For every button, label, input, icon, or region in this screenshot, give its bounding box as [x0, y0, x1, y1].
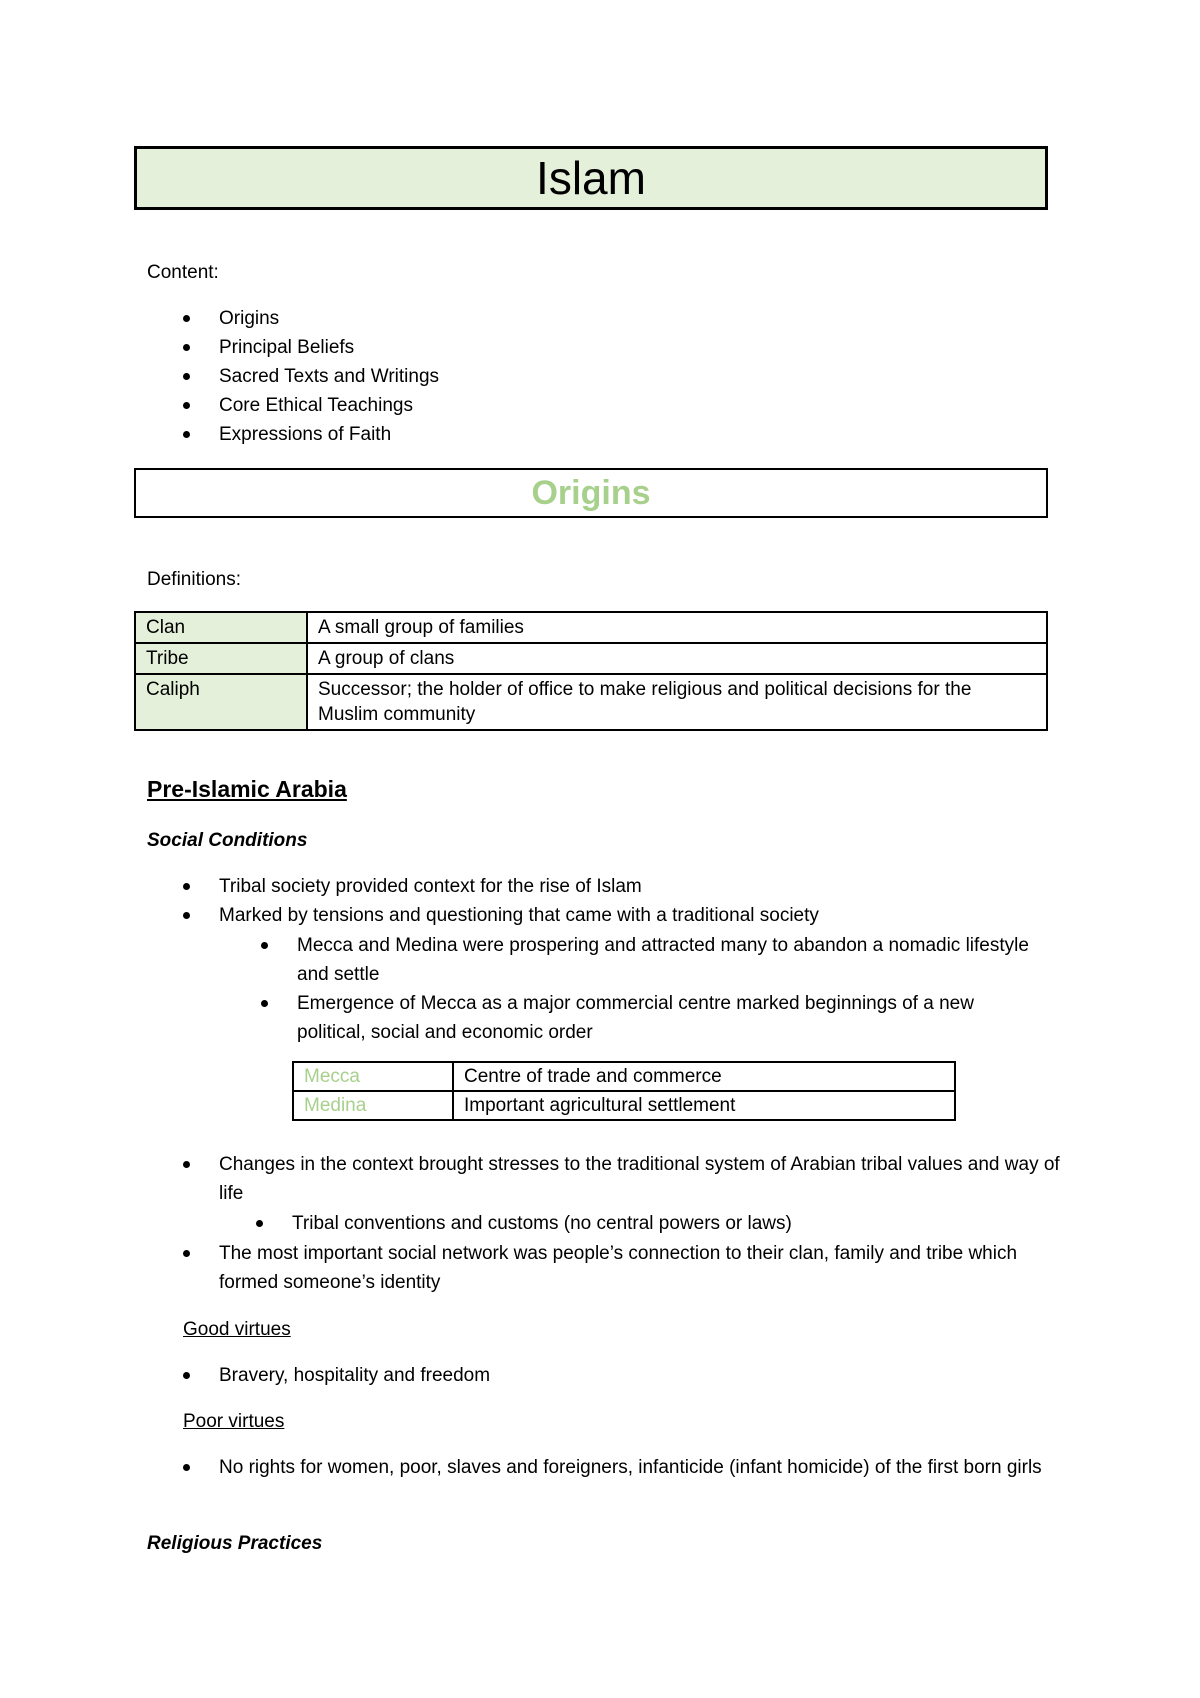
city-desc-cell: Important agricultural settlement: [453, 1091, 955, 1120]
list-item: Tribal society provided context for the rise of Islam: [219, 872, 1059, 901]
list-item: Expressions of Faith: [219, 420, 439, 449]
context-change-list: [219, 1150, 1064, 1208]
table-row: [135, 643, 1047, 674]
definition-cell: A small group of families: [307, 612, 1047, 643]
definitions-label: Definitions:: [147, 569, 241, 590]
list-item: Bravery, hospitality and freedom: [219, 1361, 1064, 1390]
content-list: [219, 304, 439, 449]
good-virtues-list: [219, 1361, 1064, 1390]
list-item: Core Ethical Teachings: [219, 391, 439, 420]
definition-cell: Successor; the holder of office to make religious and political decisions for the Muslim community: [307, 674, 1047, 730]
table-row: [135, 674, 1047, 730]
bullet-icon: [183, 431, 190, 438]
bullet-icon: [183, 1372, 190, 1379]
content-label: Content:: [147, 262, 219, 283]
list-item: Principal Beliefs: [219, 333, 439, 362]
social-conditions-list: [219, 872, 1059, 930]
city-cell: Medina: [293, 1091, 453, 1120]
cities-table: [292, 1061, 956, 1121]
bullet-icon: [183, 1464, 190, 1471]
good-virtues-label: Good virtues: [183, 1319, 291, 1340]
religious-practices-heading: Religious Practices: [147, 1533, 323, 1554]
document-title: Islam: [134, 146, 1048, 210]
poor-virtues-list: [219, 1453, 1064, 1482]
social-conditions-heading: Social Conditions: [147, 830, 308, 851]
bullet-icon: [183, 1161, 190, 1168]
bullet-icon: [261, 942, 268, 949]
social-network-list: [219, 1239, 1064, 1297]
list-item: Tribal conventions and customs (no central powers or laws): [292, 1209, 1052, 1238]
bullet-icon: [256, 1220, 263, 1227]
city-cell: Mecca: [293, 1062, 453, 1091]
bullet-icon: [261, 1000, 268, 1007]
bullet-icon: [183, 373, 190, 380]
list-item: Changes in the context brought stresses to the traditional system of Arabian tribal values and way of life: [219, 1150, 1064, 1208]
context-change-sublist: [292, 1209, 1052, 1238]
table-row: [293, 1091, 955, 1120]
table-row: [293, 1062, 955, 1091]
section-title-origins: Origins: [134, 468, 1048, 518]
definition-cell: A group of clans: [307, 643, 1047, 674]
list-item: Marked by tensions and questioning that came with a traditional society: [219, 901, 1059, 930]
bullet-icon: [183, 883, 190, 890]
term-cell: Clan: [135, 612, 307, 643]
definitions-table: [134, 611, 1048, 731]
bullet-icon: [183, 402, 190, 409]
term-cell: Caliph: [135, 674, 307, 730]
list-item: Mecca and Medina were prospering and attracted many to abandon a nomadic lifestyle and settle: [297, 931, 1042, 989]
table-row: [135, 612, 1047, 643]
bullet-icon: [183, 1250, 190, 1257]
bullet-icon: [183, 344, 190, 351]
poor-virtues-label: Poor virtues: [183, 1411, 285, 1432]
term-cell: Tribe: [135, 643, 307, 674]
bullet-icon: [183, 912, 190, 919]
list-item: Origins: [219, 304, 439, 333]
bullet-icon: [183, 315, 190, 322]
pre-islamic-heading: Pre-Islamic Arabia: [147, 776, 347, 802]
list-item: The most important social network was people’s connection to their clan, family and tribe which formed someone’s identity: [219, 1239, 1064, 1297]
list-item: Emergence of Mecca as a major commercial centre marked beginnings of a new political, social and economic order: [297, 989, 1042, 1047]
social-conditions-sublist: [297, 931, 1042, 1047]
list-item: Sacred Texts and Writings: [219, 362, 439, 391]
list-item: No rights for women, poor, slaves and foreigners, infanticide (infant homicide) of the first born girls: [219, 1453, 1064, 1482]
city-desc-cell: Centre of trade and commerce: [453, 1062, 955, 1091]
